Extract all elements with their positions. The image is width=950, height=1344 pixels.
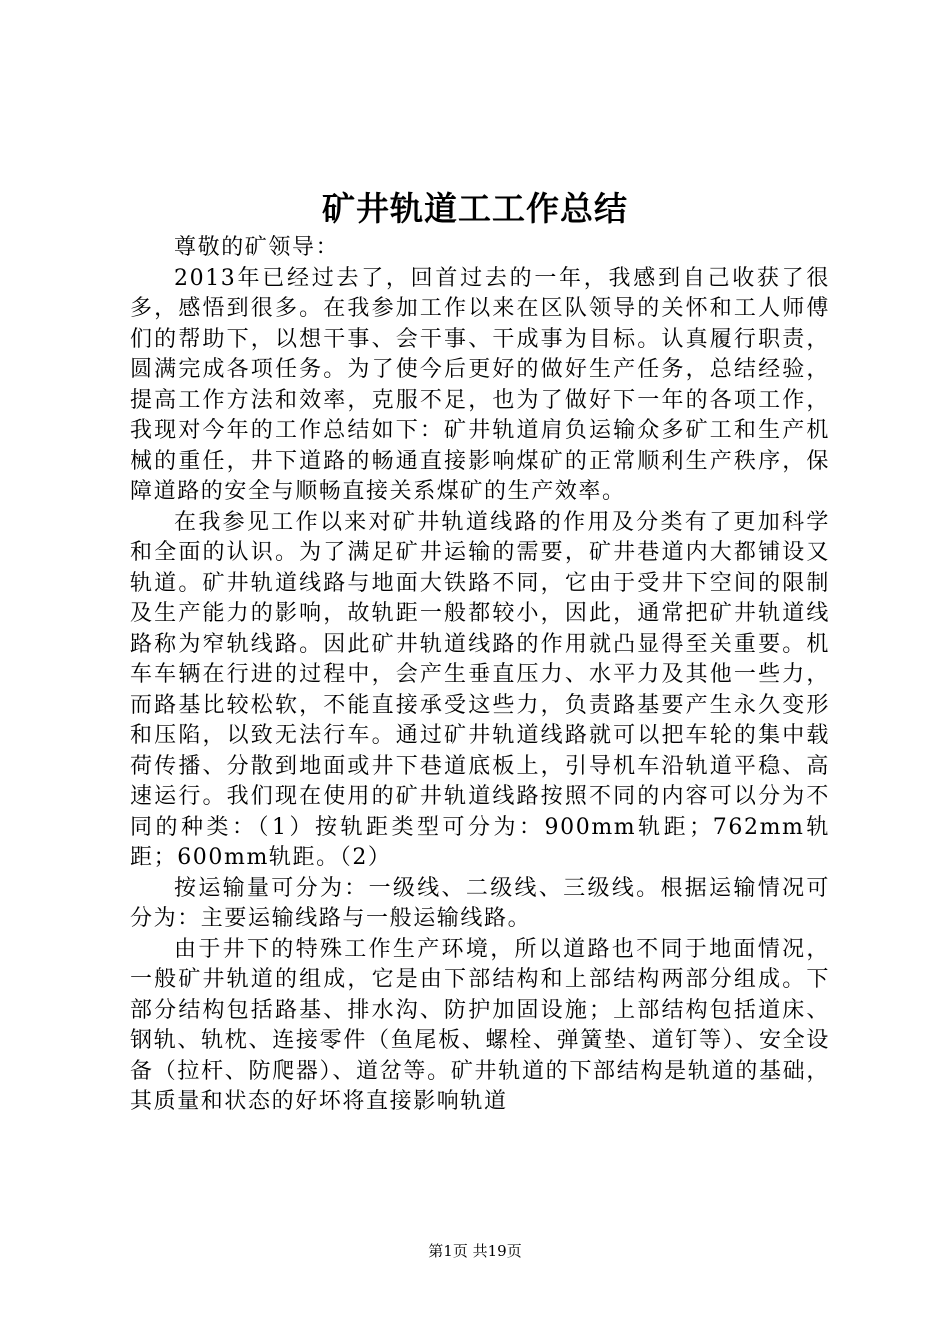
- page-number-footer: 第1页 共19页: [428, 1242, 522, 1260]
- document-body: [130, 233, 830, 1118]
- body-paragraph: 2013年已经过去了，回首过去的一年，我感到自己收获了很多，感悟到很多。在我参加工作以来在区队领导的关怀和工人师傅们的帮助下，以想干事、会干事、干成事为目标。认真履行职责，圆满完成各项任务。为了使今后更好的做好生产任务，总结经验，提高工作方法和效率，克服不足，也为了做好下一年的各项工作，我现对今年的工作总结如下：矿井轨道肩负运输众多矿工和生产机械的重任，井下道路的畅通直接影响煤矿的正常顺利生产秩序，保障道路的安全与顺畅直接关系煤矿的生产效率。: [130, 265, 830, 504]
- body-paragraph: 在我参见工作以来对矿井轨道线路的作用及分类有了更加科学和全面的认识。为了满足矿井运输的需要，矿井巷道内大都铺设又轨道。矿井轨道线路与地面大铁路不同，它由于受井下空间的限制及生产能力的影响，故轨距一般都较小，因此，通常把矿井轨道线路称为窄轨线路。因此矿井轨道线路的作用就凸显得至关重要。机车车辆在行进的过程中，会产生垂直压力、水平力及其他一些力，而路基比较松软，不能直接承受这些力，负责路基要产生永久变形和压陷，以致无法行车。通过矿井轨道线路就可以把车轮的集中载荷传播、分散到地面或井下巷道底板上，引导机车沿轨道平稳、高速运行。我们现在使用的矿井轨道线路按照不同的内容可以分为不同的种类：（1）按轨距类型可分为：900mm轨距；762mm轨距；600mm轨距。（2）: [130, 509, 830, 870]
- salutation-paragraph: 尊敬的矿领导：: [174, 235, 340, 260]
- body-paragraph: 由于井下的特殊工作生产环境，所以道路也不同于地面情况，一般矿井轨道的组成，它是由下部结构和上部结构两部分组成。下部分结构包括路基、排水沟、防护加固设施；上部结构包括道床、钢轨、轨枕、连接零件（鱼尾板、螺栓、弹簧垫、道钉等）、安全设备（拉杆、防爬器）、道岔等。矿井轨道的下部结构是轨道的基础，其质量和状态的好坏将直接影响轨道: [130, 936, 830, 1114]
- document-title: 矿井轨道工工作总结: [322, 189, 628, 228]
- body-paragraph: 按运输量可分为：一级线、二级线、三级线。根据运输情况可分为：主要运输线路与一般运输线路。: [130, 875, 830, 931]
